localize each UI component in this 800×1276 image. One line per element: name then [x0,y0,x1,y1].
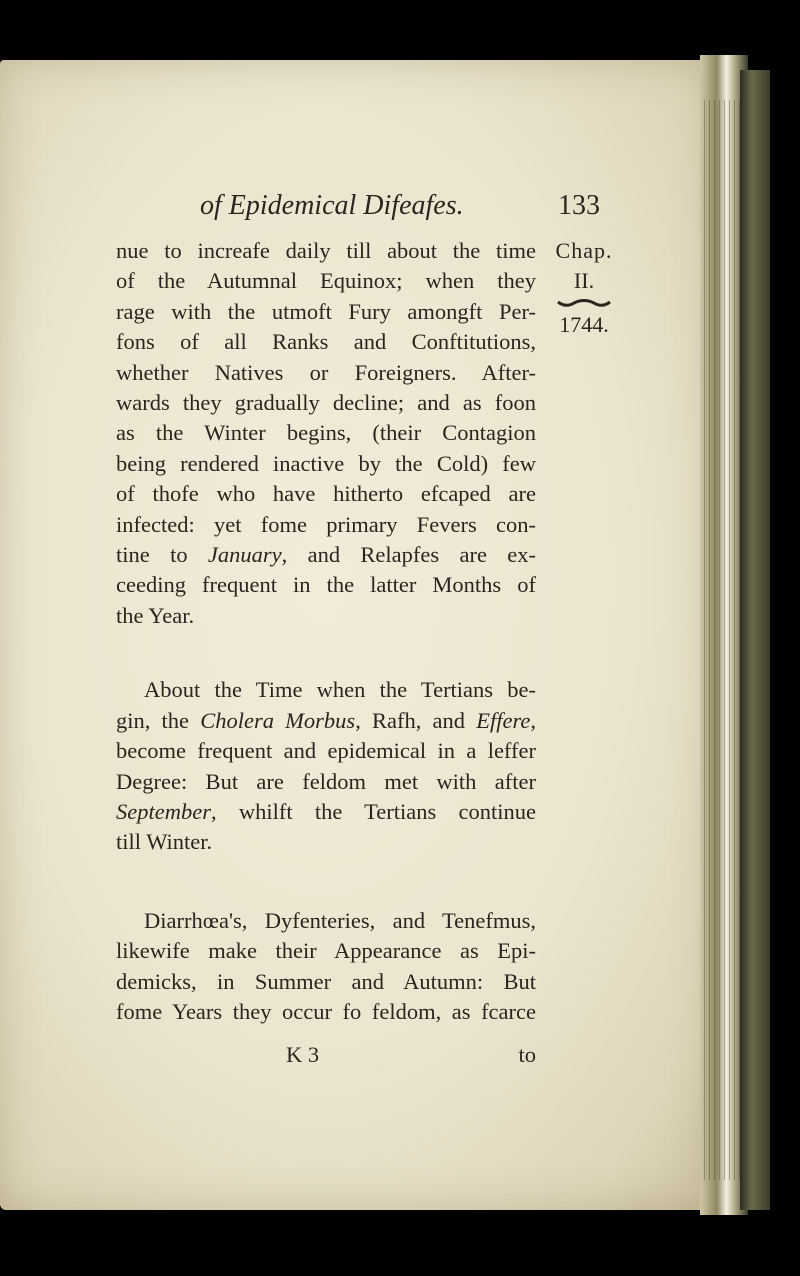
signature-mark: K 3 [286,1042,320,1067]
margin-note [538,236,630,340]
text-line: rage with the utmoft Fury amongft Per- [116,298,536,324]
page-edges [704,100,740,1180]
text-line: till Winter. [116,829,213,855]
text-line: tine to January, and Relapfes are ex- [116,542,536,568]
text-line: fome Years they occur fo feldom, as fcarce [116,998,536,1024]
text-line: as the Winter begins, (their Contagion [116,420,536,446]
text-line: demicks, in Summer and Autumn: But [116,968,536,994]
text-line: September, whilft the Tertians continue [116,798,536,824]
text-line: of the Autumnal Equinox; when they [116,268,536,294]
text-line: fons of all Ranks and Conftitutions, [116,329,536,355]
text-line: Diarrhœa's, Dyfenteries, and Tenefmus, [144,907,536,933]
text-line: likewife make their Appearance as Epi- [116,938,536,964]
margin-chapter: Chap. [555,238,613,263]
body-text [116,236,536,1027]
text-line: infected: yet fome primary Fevers con- [116,511,536,537]
paragraph-2 [116,675,536,857]
facing-page-edge [740,70,770,1210]
text-line: the Year. [116,602,195,628]
text-line: being rendered inactive by the Cold) few [116,450,536,476]
text-line: gin, the Cholera Morbus, Rafh, and Effere, [116,707,536,733]
text-line: ceeding frequent in the latter Months of [116,572,536,598]
text-line: wards they gradually decline; and as foon [116,390,536,416]
text-line: Degree: But are feldom met with after [116,768,536,794]
page-number: 133 [558,190,600,221]
running-title: of Epidemical Difeafes. [200,190,464,221]
paragraph-1 [116,236,536,631]
margin-chapter-number: II. [573,268,595,293]
catchword: to [518,1042,536,1067]
text-line: About the Time when the Tertians be- [144,677,536,703]
paragraph-3 [116,906,536,1028]
ornament-rule [556,298,612,310]
text-line: of thofe who have hitherto efcaped are [116,481,536,507]
text-line: become frequent and epidemical in a leffer [116,738,536,764]
text-line: whether Natives or Foreigners. After- [116,359,536,385]
text-line: nue to increafe daily till about the time [116,238,536,263]
margin-year: 1744. [559,312,609,337]
